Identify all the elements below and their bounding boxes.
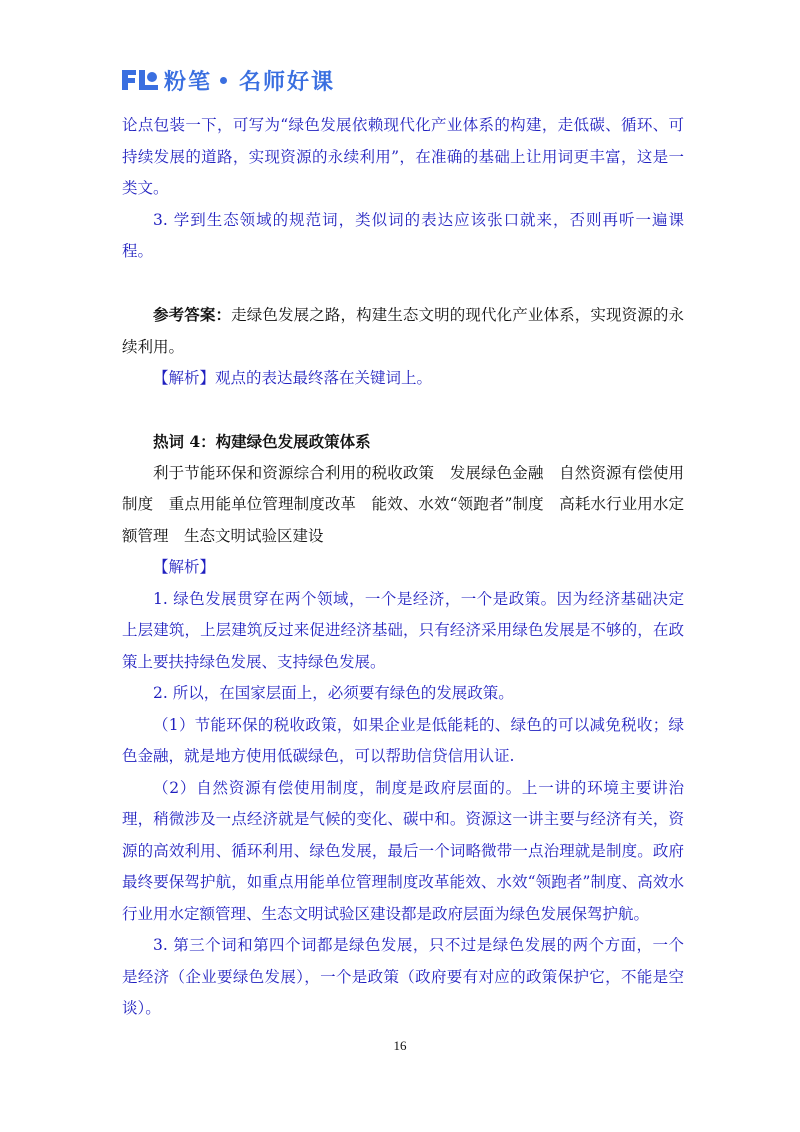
spacer	[122, 268, 684, 300]
analysis-point-2: 2. 所以，在国家层面上，必须要有绿色的发展政策。	[153, 684, 514, 702]
logo-slogan-text: 名师好课	[239, 69, 336, 95]
logo-separator-dot	[220, 77, 227, 84]
page-body	[122, 110, 684, 1025]
analysis-short: 【解析】观点的表达最终落在关键词上。	[153, 369, 433, 387]
paragraph-continuation: 论点包装一下，可写为“绿色发展依赖现代化产业体系的构建，走低碳、循环、可持续发展的道路，实现资源的永续利用”，在准确的基础上让用词更丰富，这是一类文。	[122, 116, 684, 197]
brand-logo	[120, 64, 335, 96]
spacer	[122, 395, 684, 427]
analysis-point-3: 3. 第三个词和第四个词都是绿色发展，只不过是绿色发展的两个方面，一个是经济（企业要绿色发展），一个是政策（政府要有对应的政策保护它，不能是空谈）。	[122, 936, 684, 1017]
hotword-list: 利于节能环保和资源综合利用的税收政策 发展绿色金融 自然资源有偿使用制度 重点用能单位管理制度改革 能效、水效“领跑者”制度 高耗水行业用水定额管理 生态文明试验区建设	[122, 463, 684, 545]
analysis-label: 【解析】	[153, 558, 216, 576]
paragraph-point-3: 3. 学到生态领域的规范词，类似词的表达应该张口就来，否则再听一遍课程。	[122, 210, 684, 260]
analysis-point-2-sub-1: （1）节能环保的税收政策，如果企业是低能耗的、绿色的可以减免税收；绿色金融，就是地方使用低碳绿色，可以帮助信贷信用认证.	[122, 715, 684, 765]
logo-brand-text: 粉笔	[164, 69, 213, 95]
analysis-point-1: 1. 绿色发展贯穿在两个领域，一个是经济，一个是政策。因为经济基础决定上层建筑，上层建筑反过来促进经济基础，只有经济采用绿色发展是不够的，在政策上要扶持绿色发展、支持绿色发展。	[122, 589, 684, 671]
answer-label: 参考答案：	[153, 305, 232, 324]
answer-text: 走绿色发展之路，构建生态文明的现代化产业体系，实现资源的永续利用。	[122, 306, 684, 356]
fenbi-logo-icon	[120, 67, 160, 93]
hotword-title: 热词 4：构建绿色发展政策体系	[153, 432, 371, 451]
analysis-point-2-sub-2: （2）自然资源有偿使用制度，制度是政府层面的。上一讲的环境主要讲治理，稍微涉及一点经济就是气候的变化、碳中和。资源这一讲主要与经济有关，资源的高效利用、循环利用、绿色发展，最后一个词略微带一点治理就是制度。政府最终要保驾护航，如重点用能单位管理制度改革能效、水效“领跑者”制度、高效水行业用水定额管理、生态文明试验区建设都是政府层面为绿色发展保驾护航。	[122, 778, 684, 923]
page-number: 16	[393, 1038, 407, 1053]
reference-answer	[122, 299, 684, 363]
